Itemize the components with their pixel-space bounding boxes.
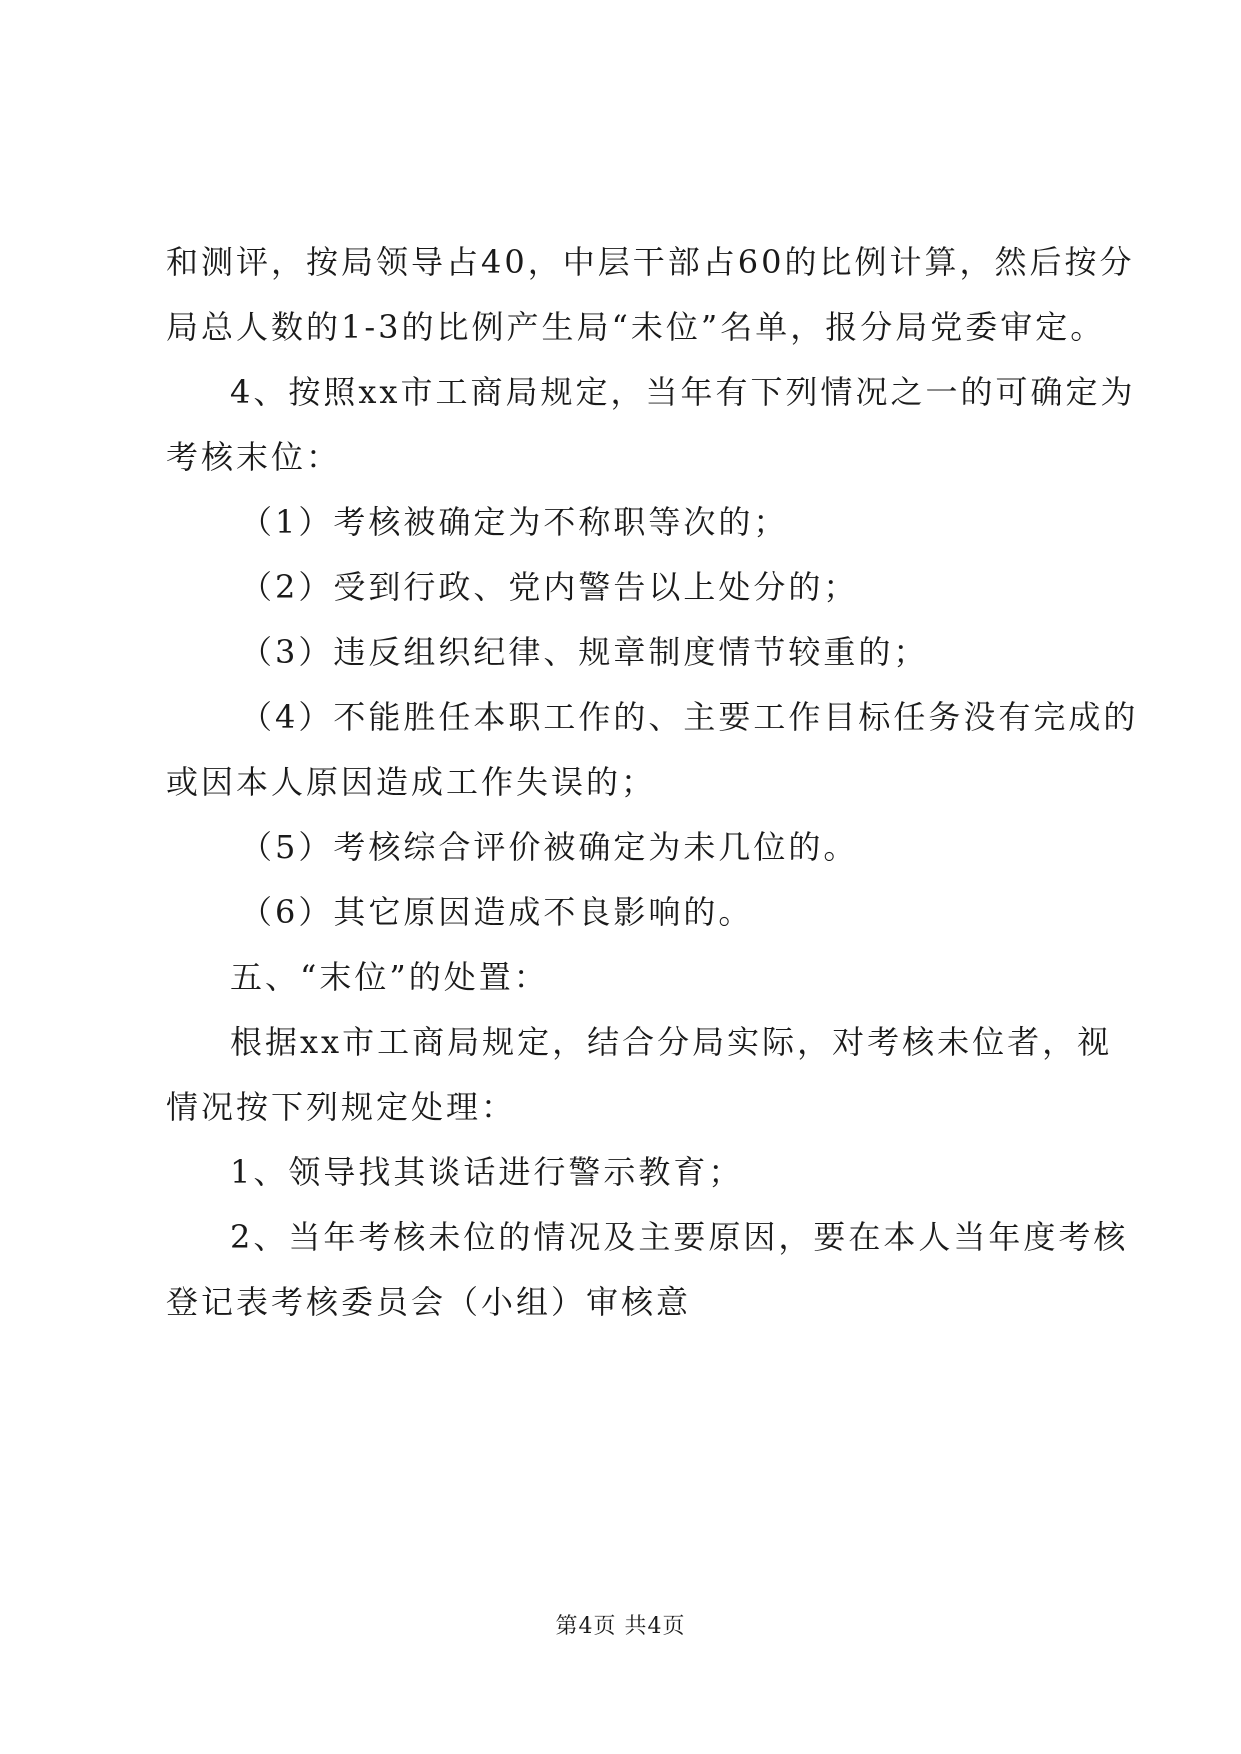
- list-item: （2）受到行政、党内警告以上处分的；: [240, 568, 859, 606]
- list-item: （5）考核综合评价被确定为未几位的。: [240, 828, 859, 866]
- text-line: 2、当年考核未位的情况及主要原因，要在本人当年度考核: [230, 1218, 1129, 1256]
- text-line: 或因本人原因造成工作失误的；: [166, 763, 657, 801]
- section-heading: 五、“末位”的处置：: [230, 958, 549, 996]
- list-item: （4）不能胜任本职工作的、主要工作目标任务没有完成的: [240, 698, 1139, 736]
- list-item: （3）违反组织纪律、规章制度情节较重的；: [240, 633, 929, 671]
- text-line: 考核末位：: [166, 438, 342, 476]
- text-line: 情况按下列规定处理：: [166, 1088, 517, 1126]
- page-number-label: 第4页 共4页: [555, 1614, 686, 1639]
- text-line: 登记表考核委员会（小组）审核意: [166, 1283, 692, 1321]
- text-line: 和测评，按局领导占40，中层干部占60的比例计算，然后按分: [166, 243, 1135, 281]
- list-item: （6）其它原因造成不良影响的。: [240, 893, 754, 931]
- document-body: [166, 230, 1139, 1335]
- page-footer: [0, 1612, 1241, 1642]
- text-line: 局总人数的1-3的比例产生局“未位”名单，报分局党委审定。: [166, 308, 1106, 346]
- text-line: 1、领导找其谈话进行警示教育；: [230, 1153, 744, 1191]
- text-line: 4、按照xx市工商局规定，当年有下列情况之一的可确定为: [230, 373, 1136, 411]
- list-item: （1）考核被确定为不称职等次的；: [240, 503, 789, 541]
- text-line: 根据xx市工商局规定，结合分局实际，对考核未位者，视: [230, 1023, 1113, 1061]
